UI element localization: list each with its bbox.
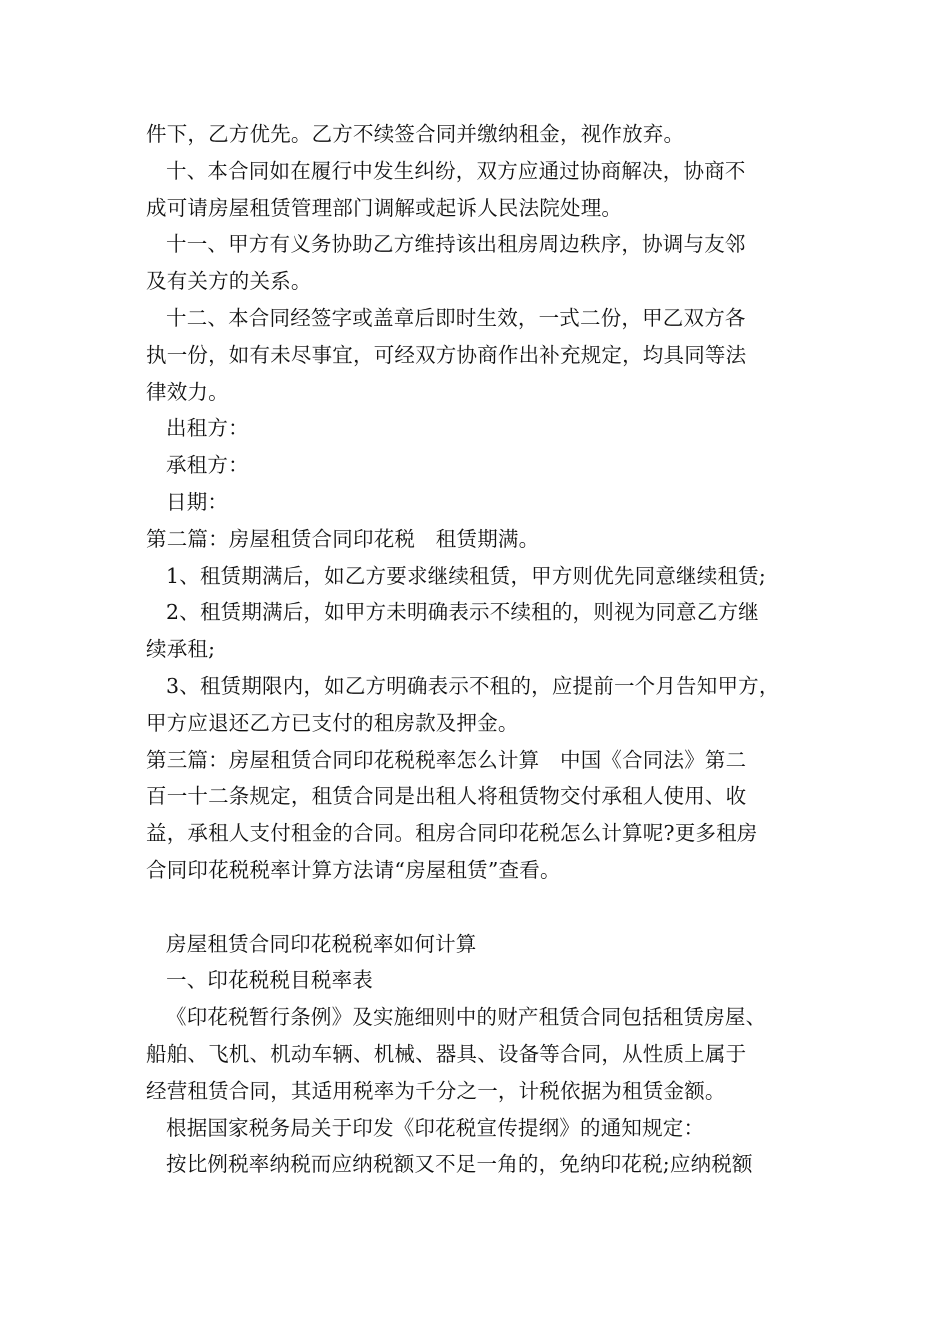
text-line: 成可请房屋租赁管理部门调解或起诉人民法院处理。 — [146, 195, 623, 220]
text-line: 船舶、飞机、机动车辆、机械、器具、设备等合同，从性质上属于 — [146, 1041, 747, 1066]
text-line: 律效力。 — [146, 379, 229, 404]
text-line: 3、租赁期限内，如乙方明确表示不租的，应提前一个月告知甲方， — [166, 673, 780, 698]
lessee-label: 承租方： — [166, 453, 249, 478]
section-heading-3: 第三篇：房屋租赁合同印花税税率怎么计算 中国《合同法》第二 — [146, 747, 747, 772]
text-line: 百一十二条规定，租赁合同是出租人将租赁物交付承租人使用、收 — [146, 784, 747, 809]
date-label: 日期： — [166, 489, 229, 514]
text-line: 及有关方的关系。 — [146, 269, 312, 294]
text-line: 执一份，如有未尽事宜，可经双方协商作出补充规定，均具同等法 — [146, 342, 747, 367]
section-heading-2: 第二篇：房屋租赁合同印花税 租赁期满。 — [146, 526, 540, 551]
text-line: 十二、本合同经签字或盖章后即时生效，一式二份，甲乙双方各 — [166, 305, 746, 330]
text-line: 件下，乙方优先。乙方不续签合同并缴纳租金，视作放弃。 — [146, 122, 685, 146]
text-line: 2、租赁期满后，如甲方未明确表示不续租的，则视为同意乙方继 — [166, 600, 759, 625]
document-body — [146, 116, 816, 1183]
text-line: 十一、甲方有义务协助乙方维持该出租房周边秩序，协调与友邻 — [166, 232, 746, 257]
text-line: 《印花税暂行条例》及实施细则中的财产租赁合同包括租赁房屋、 — [166, 1005, 767, 1030]
text-line: 按比例税率纳税而应纳税额又不足一角的，免纳印花税;应纳税额 — [166, 1152, 753, 1177]
text-line: 1、租赁期满后，如乙方要求继续租赁，甲方则优先同意继续租赁; — [166, 563, 766, 588]
blank-line — [146, 889, 816, 926]
text-line: 经营租赁合同，其适用税率为千分之一，计税依据为租赁金额。 — [146, 1078, 726, 1103]
text-line: 根据国家税务局关于印发《印花税宣传提纲》的通知规定： — [166, 1115, 705, 1140]
text-line: 十、本合同如在履行中发生纠纷，双方应通过协商解决，协商不 — [166, 158, 746, 183]
lessor-label: 出租方： — [166, 416, 249, 441]
subsection-title: 房屋租赁合同印花税税率如何计算 — [166, 931, 477, 956]
text-line: 益，承租人支付租金的合同。租房合同印花税怎么计算呢?更多租房 — [146, 821, 758, 846]
text-line: 合同印花税税率计算方法请“房屋租赁”查看。 — [146, 857, 561, 882]
text-line: 甲方应退还乙方已支付的租房款及押金。 — [146, 710, 519, 735]
subsection-heading: 一、印花税税目税率表 — [166, 968, 373, 993]
text-line: 续承租; — [146, 637, 216, 662]
